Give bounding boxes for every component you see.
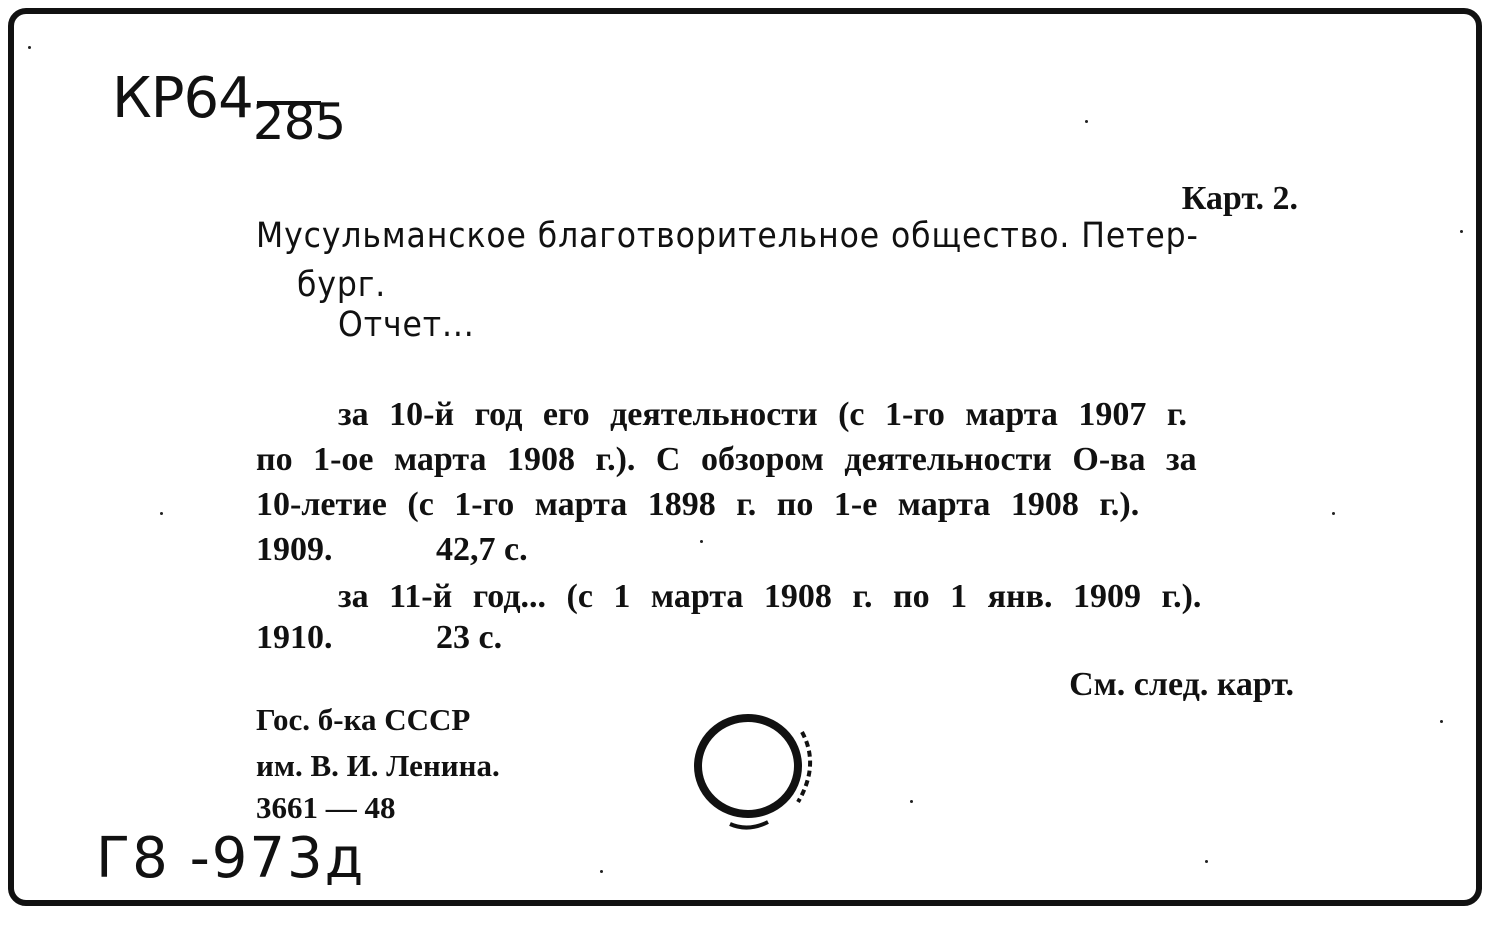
entry1-pages: 42,7 с. <box>436 531 528 568</box>
library-line-3: 3661 — 48 <box>256 790 396 825</box>
speck <box>700 540 703 543</box>
see-next-card: См. след. карт. <box>1069 666 1294 703</box>
speck <box>1205 860 1208 863</box>
entry1-line-3: 10-летие (с 1-го марта 1898 г. по 1-е марта 1908 г.). <box>256 486 1140 523</box>
speck <box>600 870 603 873</box>
speck <box>910 800 913 803</box>
speck <box>1332 512 1335 515</box>
entry1-line-1: за 10-й год его деятельности (с 1-го марта 1907 г. <box>338 396 1188 433</box>
circle-icon <box>690 710 830 840</box>
entry2-pages: 23 с. <box>436 619 503 656</box>
handwritten-shelfmark-bottom: Г8 -973д <box>96 826 366 891</box>
handwritten-shelfmark-top <box>112 66 346 151</box>
heading-line-3: Отчет... <box>338 305 475 345</box>
entry1-year: 1909. <box>256 531 333 568</box>
card-number: Карт. 2. <box>1181 180 1298 217</box>
speck <box>28 46 31 49</box>
heading-line-1: Мусульманское благотворительное общество. Петер- <box>256 216 1199 256</box>
speck <box>1460 230 1463 233</box>
speck <box>1085 120 1088 123</box>
library-line-1: Гос. б-ка СССР <box>256 702 471 737</box>
handwritten-code: КР64 <box>112 66 253 131</box>
handwritten-subnumber: 285 <box>252 93 346 151</box>
entry2-line-1: за 11-й год... (с 1 марта 1908 г. по 1 янв. 1909 г.). <box>338 578 1202 615</box>
entry1-line-2: по 1-ое марта 1908 г.). С обзором деятельности О-ва за <box>256 441 1197 478</box>
library-line-2: им. В. И. Ленина. <box>256 748 500 783</box>
speck <box>160 512 163 515</box>
speck <box>1440 720 1443 723</box>
heading-line-2: бург. <box>297 265 387 305</box>
entry2-year: 1910. <box>256 619 333 656</box>
